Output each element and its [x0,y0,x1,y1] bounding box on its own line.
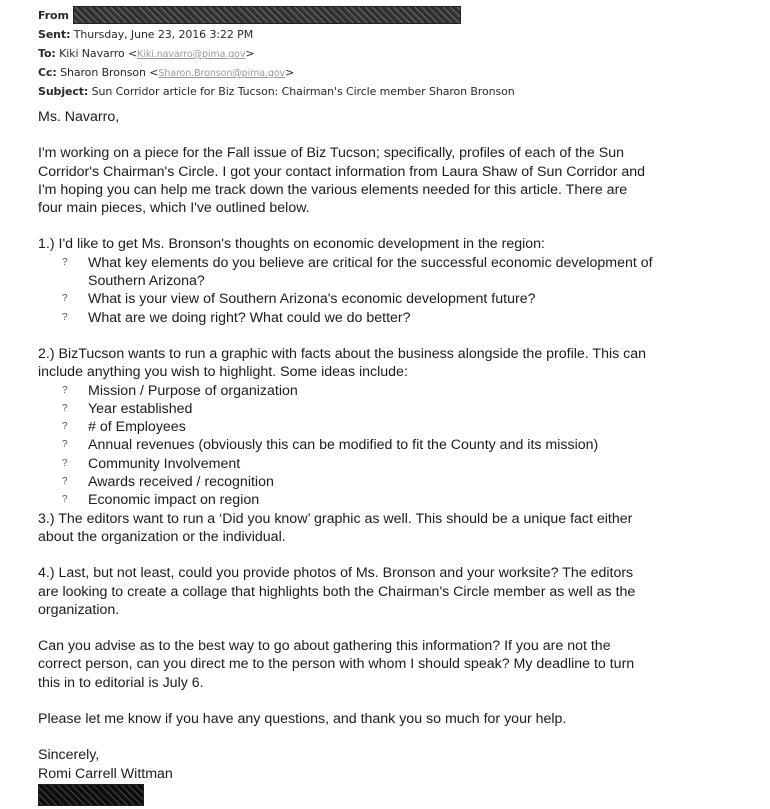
lt-bracket: < [128,47,138,60]
subject-value: Sun Corridor article for Biz Tucson: Chairman's Circle member Sharon Bronson [91,85,515,98]
list-item [38,473,738,491]
to-name: Kiki Navarro [59,47,125,60]
sent-label: Sent: [38,28,71,41]
email-header [38,6,515,101]
bullet-icon: ? [62,421,68,433]
to-row [38,44,515,63]
list-item-text: Economic impact on region [88,492,260,509]
list-item-text: Community Involvement [88,455,241,472]
to-email-link[interactable]: Kiki.navarro@pima.gov [137,49,246,60]
cc-email-link[interactable]: Sharon.Bronson@pima.gov [158,68,286,79]
bullet-icon: ? [62,439,68,451]
list-item-text: What key elements do you believe are critical for the successful economic development of [88,254,653,271]
section-2-heading: include anything you wish to highlight. Some ideas include: [38,364,408,381]
redacted-sender [73,6,461,24]
list-item [38,491,738,509]
gt-bracket: > [285,66,295,79]
gt-bracket: > [245,47,255,60]
bullet-icon: ? [62,476,68,488]
bullet-icon: ? [62,494,68,506]
bullet-icon: ? [62,256,68,268]
section-1-heading: 1.) I'd like to get Ms. Bronson's thoughts on economic development in the region: [38,236,545,253]
redacted-signature [38,784,144,806]
section-4 [38,564,738,619]
section-3 [38,510,738,547]
bullet-icon: ? [62,457,68,469]
bullet-icon: ? [62,402,68,414]
section-4-line: are looking to create a collage that highlights both the Chairman's Circle member as well as the [38,583,636,600]
list-item-text: Awards received / recognition [88,474,274,491]
section-3-line: about the organization or the individual. [38,528,286,545]
cc-label: Cc: [38,66,57,79]
list-item-text: Mission / Purpose of organization [88,382,298,399]
section-1 [38,235,738,326]
intro-paragraph [38,144,738,217]
subject-label: Subject: [38,85,89,98]
bullet-icon: ? [62,311,68,323]
list-item [38,290,738,308]
list-item [38,455,738,473]
signature-block [38,746,738,806]
signoff: Sincerely, [38,747,100,764]
closing-request [38,637,738,692]
list-item-text: Southern Arizona? [88,273,205,290]
list-item [38,418,738,436]
to-label: To: [38,47,56,60]
list-item-text: Year established [88,400,193,417]
greeting: Ms. Navarro, [38,109,120,125]
list-item [38,382,738,400]
section-3-line: 3.) The editors want to run a ‘Did you know’ graphic as well. This should be a unique fact either [38,510,633,527]
section-1-list [38,254,738,327]
thanks-line: Please let me know if you have any questions, and thank you so much for your help. [38,711,567,728]
intro-line: I'm working on a piece for the Fall issue of Biz Tucson; specifically, profiles of each of the Sun [38,145,624,162]
closing-line: this in to editorial is July 6. [38,674,204,691]
intro-line: Corridor's Chairman's Circle. I got your contact information from Laura Shaw of Sun Corridor and [38,163,646,180]
bullet-icon: ? [62,384,68,396]
list-item [38,400,738,418]
from-label: From [38,9,69,22]
cc-name: Sharon Bronson [60,66,146,79]
section-4-line: 4.) Last, but not least, could you provide photos of Ms. Bronson and your worksite? The editors [38,565,634,582]
intro-line: four main pieces, which I've outlined below. [38,200,310,217]
closing-line: correct person, can you direct me to the person with whom I should speak? My deadline to turn [38,656,635,673]
email-body [38,108,738,806]
section-2 [38,345,738,510]
list-item [38,254,738,291]
bullet-icon: ? [62,293,68,305]
signature-name: Romi Carrell Wittman [38,765,173,782]
section-2-list [38,382,738,510]
cc-row [38,63,515,82]
subject-row [38,82,515,101]
list-item-text: What is your view of Southern Arizona's economic development future? [88,291,536,308]
lt-bracket: < [149,66,159,79]
list-item-text: # of Employees [88,419,186,436]
closing-line: Can you advise as to the best way to go about gathering this information? If you are not the [38,638,611,655]
intro-line: I'm hoping you can help me track down the various elements needed for this article. There are [38,181,628,198]
from-row [38,6,515,25]
list-item [38,309,738,327]
section-2-heading: 2.) BizTucson wants to run a graphic with facts about the business alongside the profile. This can [38,345,647,362]
list-item-text: What are we doing right? What could we do better? [88,309,411,326]
sent-row [38,25,515,44]
section-4-line: organization. [38,601,120,618]
sent-value: Thursday, June 23, 2016 3:22 PM [73,28,254,41]
list-item [38,436,738,454]
list-item-text: Annual revenues (obviously this can be modified to fit the County and its mission) [88,437,599,454]
